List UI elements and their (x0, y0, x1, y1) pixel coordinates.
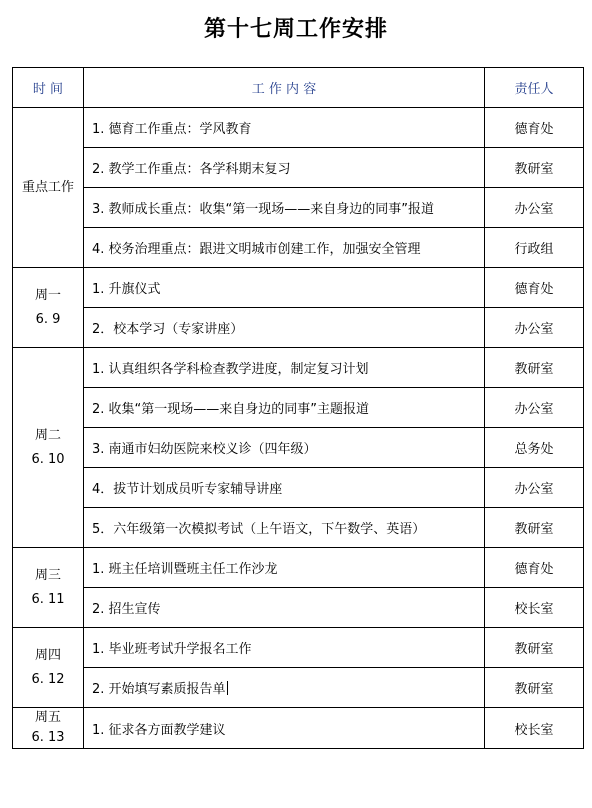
text-cursor (227, 681, 228, 695)
day-cell (13, 268, 84, 348)
responsible-cell[interactable]: 德育处 (485, 548, 584, 588)
task-cell[interactable]: 5．六年级第一次模拟考试（上午语文，下午数学、英语） (84, 508, 485, 548)
day-cell (13, 628, 84, 708)
task-cell[interactable]: 2. 招生宣传 (84, 588, 485, 628)
responsible-cell[interactable]: 教研室 (485, 508, 584, 548)
date-label: 6. 10 (31, 451, 65, 467)
task-text[interactable]: 2. 开始填写素质报告单 (92, 682, 226, 697)
day-label: 周二 (34, 427, 61, 443)
task-cell[interactable]: 2. 收集“第一现场——来自身边的同事”主题报道 (84, 388, 485, 428)
responsible-cell[interactable]: 校长室 (485, 588, 584, 628)
task-cell[interactable]: 1. 征求各方面教学建议 (84, 708, 485, 749)
task-cell[interactable]: 1. 德育工作重点：学风教育 (84, 108, 485, 148)
task-cell[interactable]: 4．拔节计划成员听专家辅导讲座 (84, 468, 485, 508)
table-row (13, 348, 584, 388)
day-label: 周五 (34, 710, 61, 725)
task-cell-editing[interactable] (84, 668, 485, 708)
page-title: 第十七周工作安排 (203, 16, 388, 42)
day-label: 周三 (34, 567, 61, 583)
date-label: 6. 12 (31, 671, 65, 687)
day-cell (13, 348, 84, 548)
task-cell[interactable]: 4. 校务治理重点：跟进文明城市创建工作，加强安全管理 (84, 228, 485, 268)
table-row (13, 588, 584, 628)
responsible-cell[interactable]: 办公室 (485, 188, 584, 228)
date-label: 6. 13 (31, 730, 65, 745)
day-cell (13, 708, 84, 749)
table-row (13, 708, 584, 749)
header-responsible: 责任人 (485, 68, 584, 108)
day-label: 周一 (34, 287, 61, 303)
task-cell[interactable]: 2. 教学工作重点：各学科期末复习 (84, 148, 485, 188)
responsible-cell[interactable]: 办公室 (485, 468, 584, 508)
header-time: 时 间 (13, 68, 84, 108)
schedule-table (12, 67, 584, 749)
day-label: 重点工作 (21, 179, 74, 195)
task-cell[interactable]: 2．校本学习（专家讲座） (84, 308, 485, 348)
table-row (13, 188, 584, 228)
table-row (13, 668, 584, 708)
task-cell[interactable]: 3. 南通市妇幼医院来校义诊（四年级） (84, 428, 485, 468)
table-row (13, 508, 584, 548)
responsible-cell[interactable]: 教研室 (485, 628, 584, 668)
responsible-cell[interactable]: 教研室 (485, 668, 584, 708)
responsible-cell[interactable]: 校长室 (485, 708, 584, 749)
table-row (13, 228, 584, 268)
table-row (13, 628, 584, 668)
table-row (13, 548, 584, 588)
table-row (13, 108, 584, 148)
day-cell (13, 548, 84, 628)
responsible-cell[interactable]: 德育处 (485, 108, 584, 148)
task-cell[interactable]: 1. 班主任培训暨班主任工作沙龙 (84, 548, 485, 588)
task-cell[interactable]: 1. 升旗仪式 (84, 268, 485, 308)
task-cell[interactable]: 3. 教师成长重点：收集“第一现场——来自身边的同事”报道 (84, 188, 485, 228)
responsible-cell[interactable]: 教研室 (485, 148, 584, 188)
responsible-cell[interactable]: 总务处 (485, 428, 584, 468)
task-cell[interactable]: 1. 认真组织各学科检查教学进度，制定复习计划 (84, 348, 485, 388)
responsible-cell[interactable]: 行政组 (485, 228, 584, 268)
table-row (13, 148, 584, 188)
header-row (13, 68, 584, 108)
table-row (13, 308, 584, 348)
task-cell[interactable]: 1. 毕业班考试升学报名工作 (84, 628, 485, 668)
responsible-cell[interactable]: 办公室 (485, 388, 584, 428)
day-cell (13, 108, 84, 268)
responsible-cell[interactable]: 办公室 (485, 308, 584, 348)
table-row (13, 388, 584, 428)
responsible-cell[interactable]: 教研室 (485, 348, 584, 388)
responsible-cell[interactable]: 德育处 (485, 268, 584, 308)
header-content: 工 作 内 容 (84, 68, 485, 108)
day-label: 周四 (34, 647, 61, 663)
date-label: 6. 9 (35, 311, 61, 327)
table-row (13, 268, 584, 308)
date-label: 6. 11 (31, 591, 65, 607)
table-row (13, 428, 584, 468)
table-row (13, 468, 584, 508)
